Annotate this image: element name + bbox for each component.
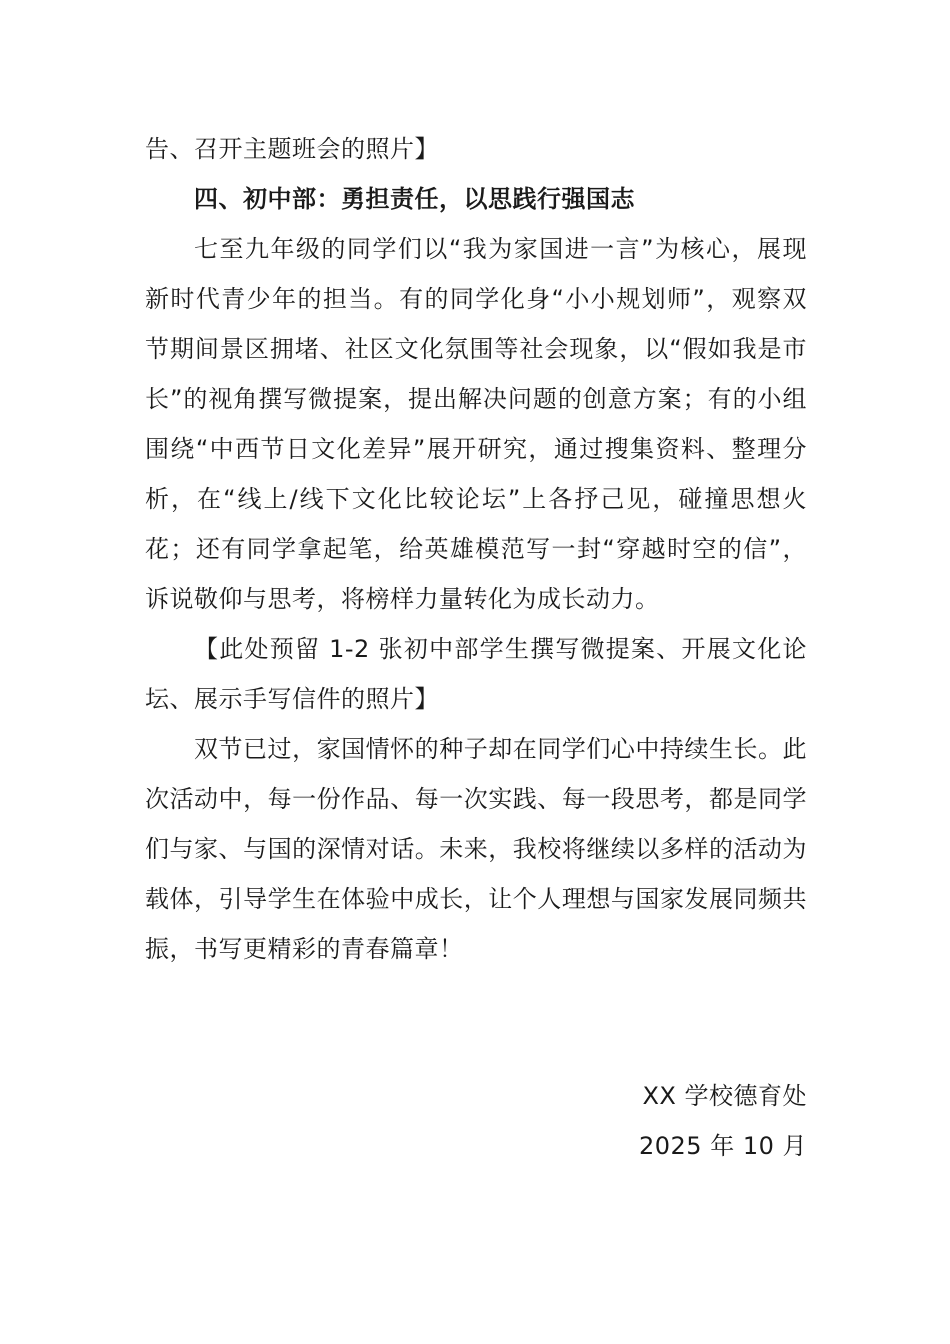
paragraph-photo-placeholder: 【此处预留 1-2 张初中部学生撰写微提案、开展文化论坛、展示手写信件的照片】 — [145, 635, 807, 713]
paragraph-middle-school-activities: 七至九年级的同学们以“我为家国进一言”为核心，展现新时代青少年的担当。有的同学化身“小小规划师”，观察双节期间景区拥堵、社区文化氛围等社会现象，以“假如我是市长”的视角撰写微提案，提出解决问题的创意方案；有的小组围绕“中西节日文化差异”展开研究，通过搜集资料、整理分析，在“线上/线下文化比较论坛”上各抒己见，碰撞思想火花；还有同学拿起笔，给英雄模范写一封“穿越时空的信”，诉说敬仰与思考，将榜样力量转化为成长动力。 — [145, 235, 807, 613]
paragraph-photo-note-continued: 告、召开主题班会的照片】 — [145, 135, 439, 163]
paragraph-conclusion: 双节已过，家国情怀的种子却在同学们心中持续生长。此次活动中，每一份作品、每一次实践、每一段思考，都是同学们与家、与国的深情对话。未来，我校将继续以多样的活动为载体，引导学生在体验中成长，让个人理想与国家发展同频共振，书写更精彩的青春篇章！ — [145, 735, 807, 963]
signature-organization: XX 学校德育处 — [642, 1082, 807, 1110]
signature-block — [639, 1071, 807, 1171]
section-heading: 四、初中部：勇担责任，以思践行强国志 — [194, 185, 635, 213]
signature-date: 2025 年 10 月 — [638, 1132, 807, 1160]
document-body — [145, 124, 807, 974]
